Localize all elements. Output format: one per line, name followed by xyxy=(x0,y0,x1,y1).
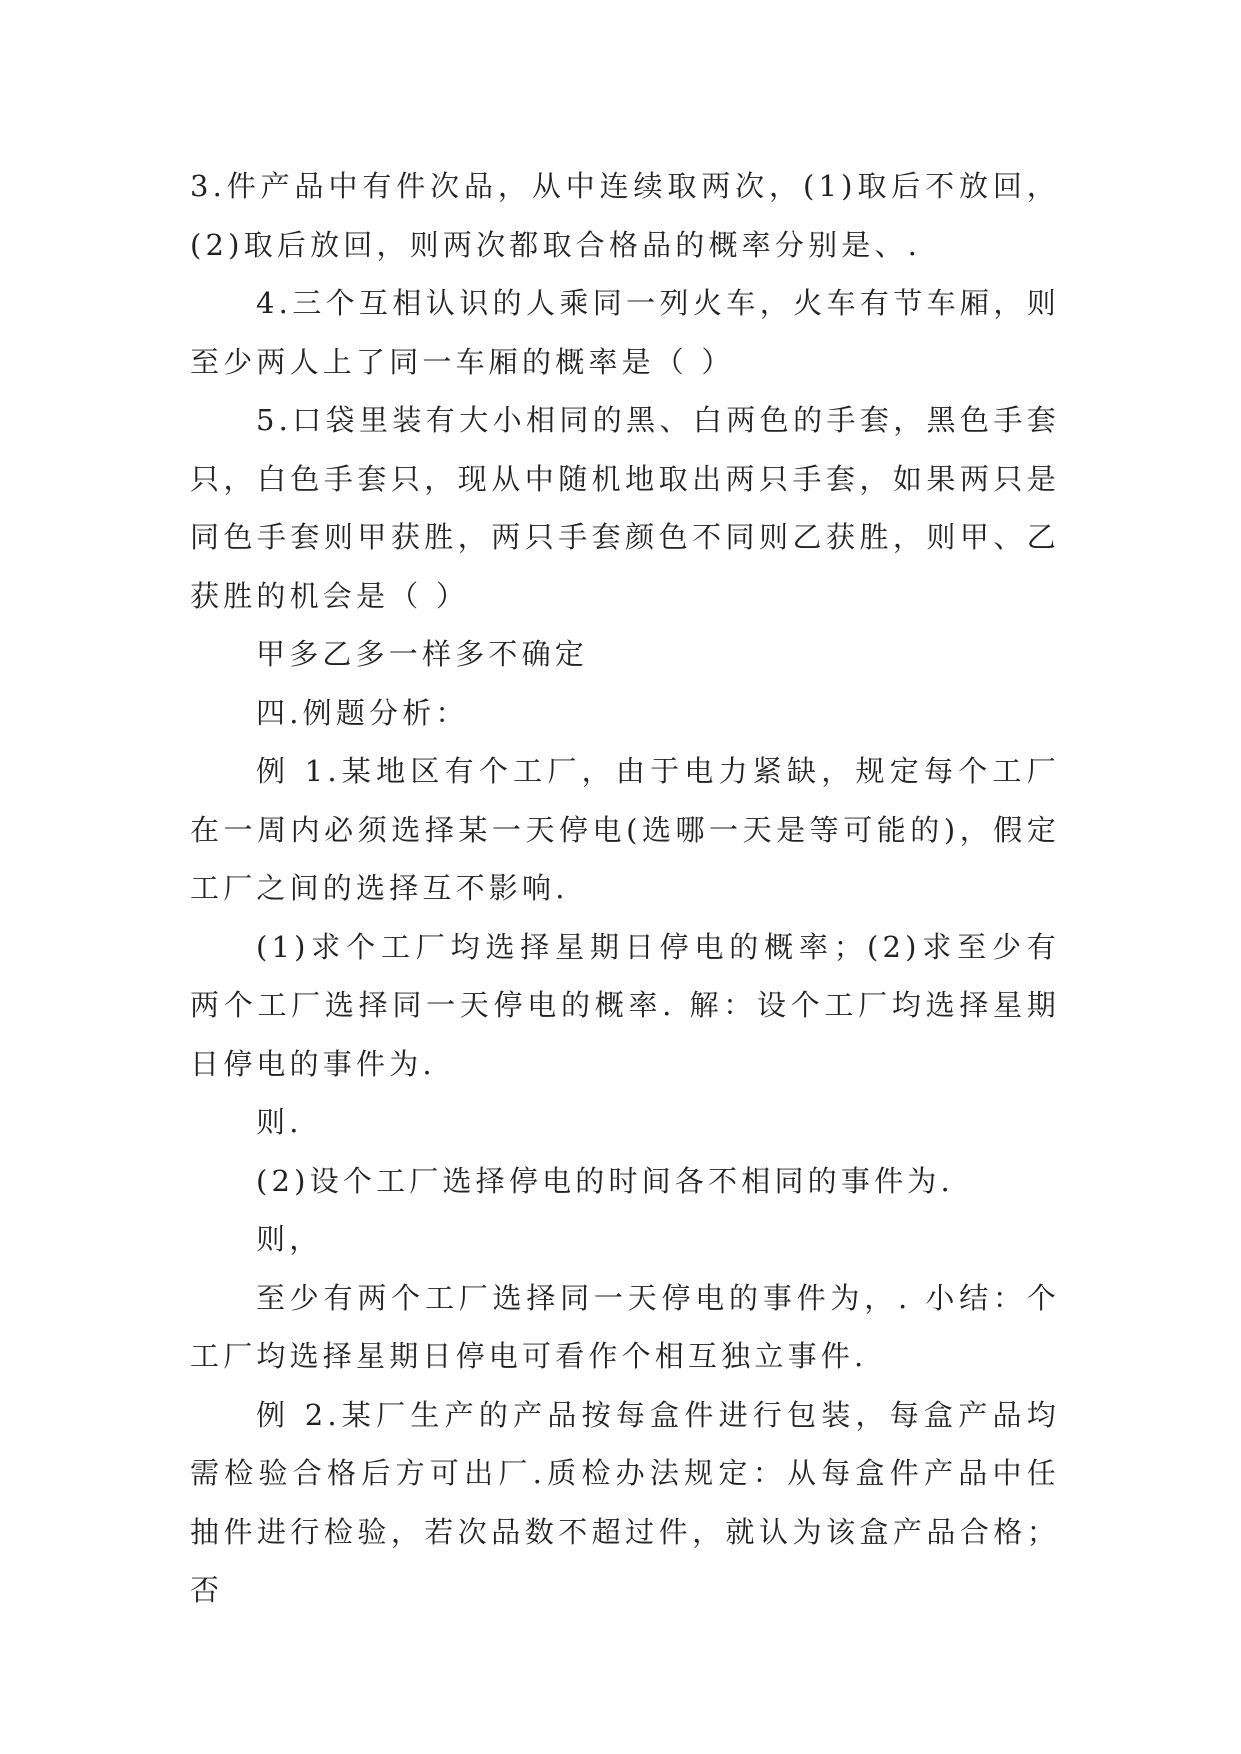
paragraph: (1)求个工厂均选择星期日停电的概率；(2)求至少有两个工厂选择同一天停电的概率. 解：设个工厂均选择星期日停电的事件为. xyxy=(190,929,1060,1081)
paragraph: 甲多乙多一样多不确定 xyxy=(256,637,589,671)
document-body xyxy=(190,157,1060,1620)
paragraph: 4.三个互相认识的人乘同一列火车，火车有节车厢，则至少两人上了同一车厢的概率是（ ） xyxy=(190,286,1060,379)
paragraph: 3.件产品中有件次品，从中连续取两次，(1)取后不放回，(2)取后放回，则两次都取合格品的概率分别是、. xyxy=(190,169,1060,262)
paragraph: 例 1.某地区有个工厂，由于电力紧缺，规定每个工厂在一周内必须选择某一天停电(选哪一天是等可能的)，假定工厂之间的选择互不影响. xyxy=(190,754,1060,905)
section-heading: 四.例题分析： xyxy=(256,695,469,730)
paragraph: 则. xyxy=(256,1105,303,1139)
paragraph: (2)设个工厂选择停电的时间各不相同的事件为. xyxy=(256,1163,954,1198)
paragraph: 例 2.某厂生产的产品按每盒件进行包装，每盒产品均需检验合格后方可出厂.质检办法规定：从每盒件产品中任抽件进行检验，若次品数不超过件，就认为该盒产品合格；否 xyxy=(190,1397,1060,1607)
paragraph: 5.口袋里装有大小相同的黑、白两色的手套，黑色手套只，白色手套只，现从中随机地取出两只手套，如果两只是同色手套则甲获胜，两只手套颜色不同则乙获胜，则甲、乙获胜的机会是（ ） xyxy=(190,403,1060,613)
paragraph: 则， xyxy=(256,1222,323,1256)
paragraph: 至少有两个工厂选择同一天停电的事件为，. 小结：个工厂均选择星期日停电可看作个相互独立事件. xyxy=(190,1280,1060,1373)
